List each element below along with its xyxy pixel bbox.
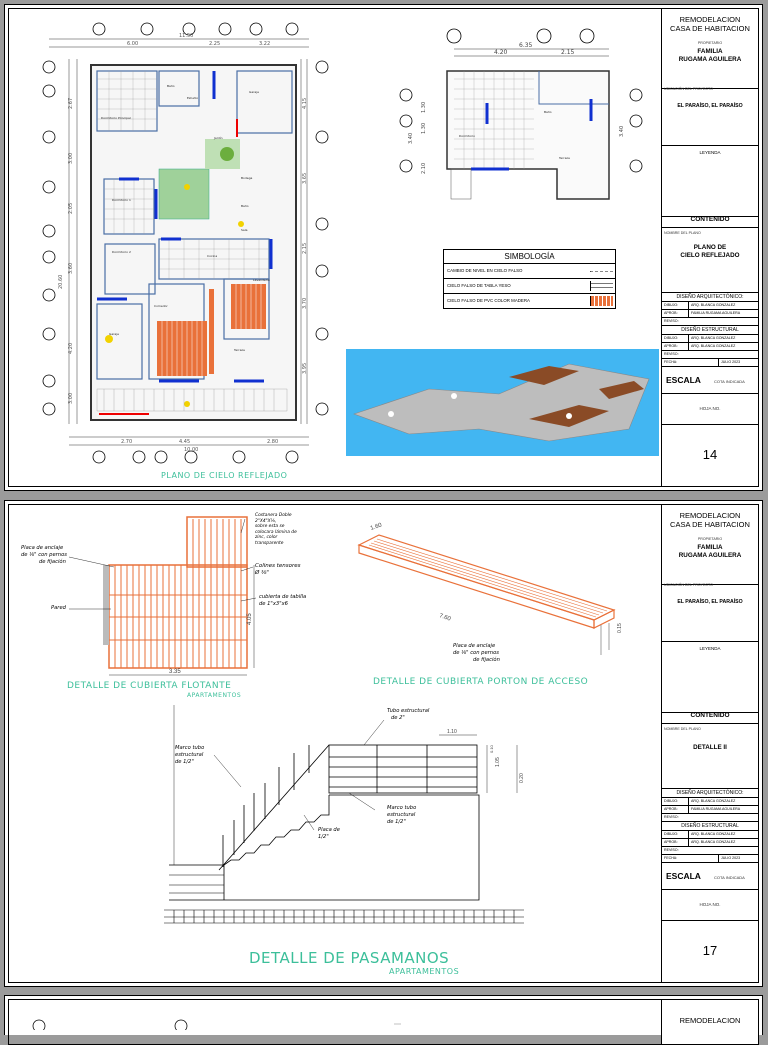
svg-text:2.80: 2.80 (267, 439, 279, 445)
svg-text:1.30: 1.30 (421, 122, 427, 134)
project-location: UBICACIÓN DEL PROYECTO EL PARAÍSO, EL PARAÍSO (662, 579, 758, 642)
svg-text:2.67: 2.67 (68, 97, 74, 109)
partial-drawing (9, 1000, 659, 1030)
svg-text:4.20: 4.20 (494, 49, 508, 56)
svg-text:4.15: 4.15 (302, 97, 308, 109)
row-reviso-2: REVISO: (662, 847, 758, 855)
content-header: CONTENIDO (662, 709, 758, 724)
svg-text:3.00: 3.00 (68, 152, 74, 164)
project-title: REMODELACION CASA DE HABITACION PROPIETARIO FAMILIA RUGAMA AGUILERA (662, 9, 758, 89)
svg-text:Dormitorio 2: Dormitorio 2 (112, 250, 131, 254)
svg-text:Dormitorio: Dormitorio (459, 134, 475, 138)
svg-text:Terraza: Terraza (559, 156, 570, 160)
row-dibujo: DIBUJO: ARQ. BLANCA GONZALEZ (662, 798, 758, 806)
svg-text:Comedor: Comedor (154, 304, 168, 308)
svg-text:3.00: 3.00 (68, 392, 74, 404)
sheet-number: 17 (702, 943, 718, 958)
svg-text:Jardín: Jardín (214, 136, 223, 140)
svg-text:1.60: 1.60 (369, 522, 383, 532)
note-plate: Placa de 1/2" (318, 827, 340, 840)
swatch-dashed (590, 271, 613, 272)
sheet-frame (8, 8, 759, 487)
legend-box: LEYENDA (662, 146, 758, 217)
svg-text:Terraza: Terraza (234, 348, 245, 352)
construction-details (9, 505, 659, 985)
content-header: CONTENIDO (662, 213, 758, 228)
note-structural-tube: Tubo estructural de 2" (387, 708, 430, 721)
svg-text:6.35: 6.35 (519, 42, 533, 49)
drawing-sheet-17 (4, 500, 763, 987)
sheet-number-label: HOJA NO. (662, 394, 758, 425)
svg-text:11.50: 11.50 (179, 33, 194, 39)
svg-text:Baño: Baño (167, 84, 175, 88)
svg-text:2.10: 2.10 (421, 162, 427, 174)
swatch-wood (590, 296, 613, 306)
arch-design-header: DISEÑO ARQUITECTÓNICO: (662, 293, 758, 302)
svg-text:1.30: 1.30 (421, 101, 427, 113)
svg-text:0.10: 0.10 (489, 745, 494, 753)
svg-text:Garaje: Garaje (249, 90, 259, 94)
struct-design-header: DISEÑO ESTRUCTURAL (662, 326, 758, 335)
svg-text:3.60: 3.60 (68, 262, 74, 274)
svg-text:2.70: 2.70 (121, 439, 133, 445)
note-tension-rods: Colines tensores Ø ⅜" (255, 563, 301, 576)
note-board-cover: cubierta de tabilla de 1"x3"x6 (259, 594, 307, 607)
note-anchor-plate-2: Placa de anclaje de ⅛" con pernos de fijación (453, 643, 500, 663)
svg-text:4.45: 4.45 (179, 439, 191, 445)
svg-text:6.00: 6.00 (127, 41, 139, 47)
sheet-number-label: HOJA NO. (662, 890, 758, 921)
svg-text:4.05: 4.05 (247, 613, 253, 625)
svg-text:2.05: 2.05 (68, 202, 74, 214)
svg-text:Bodega: Bodega (241, 176, 253, 180)
svg-text:10.00: 10.00 (184, 447, 199, 453)
note-wall: Pared (51, 605, 66, 611)
caption-handrail-sub: APARTAMENTOS (389, 967, 460, 976)
svg-text:3.40: 3.40 (619, 125, 625, 137)
sheet-frame (8, 999, 759, 1045)
row-fecha: FECHA: JULIO 2023 (662, 855, 758, 863)
svg-text:7.60: 7.60 (438, 613, 452, 623)
scale-box: ESCALA COTA INDICADA (662, 367, 758, 394)
project-title: REMODELACION CASA DE HABITACION PROPIETARIO FAMILIA RUGAMA AGUILERA (662, 505, 758, 585)
svg-text:1.05: 1.05 (495, 757, 501, 767)
row-dibujo-2: DIBUJO: ARQ. BLANCA GONZALEZ (662, 335, 758, 343)
svg-text:3.95: 3.95 (302, 362, 308, 374)
drawing-sheet-14 (4, 4, 763, 491)
note-tube-frame-1: Marco tubo estructural de 1/2" (175, 745, 205, 765)
sheet-number: 14 (702, 447, 718, 462)
row-reviso: REVISO: (662, 814, 758, 822)
svg-text:Baño: Baño (544, 110, 552, 114)
svg-text:2.15: 2.15 (302, 242, 308, 254)
svg-text:Baño: Baño (241, 204, 249, 208)
svg-text:3.40: 3.40 (408, 132, 414, 144)
svg-text:0.20: 0.20 (519, 773, 525, 783)
plan-name: NOMBRE DEL PLANO PLANO DE CIELO REFLEJADO (662, 228, 758, 293)
caption-floating-roof: DETALLE DE CUBIERTA FLOTANTE (67, 681, 232, 691)
project-title: REMODELACION (679, 1016, 741, 1025)
symbology-row-pvc: CIELO FALSO DE PVC COLOR MADERA (444, 294, 615, 308)
legend-box: LEYENDA (662, 642, 758, 713)
caption-handrail: DETALLE DE PASAMANOS (249, 949, 450, 967)
caption-gate-roof: DETALLE DE CUBIERTA PORTON DE ACCESO (373, 677, 589, 687)
svg-text:3.22: 3.22 (259, 41, 271, 47)
row-aprob-2: APROB: ARQ. BLANCA GONZALEZ (662, 343, 758, 351)
svg-text:4.20: 4.20 (68, 342, 74, 354)
sheet1-caption: PLANO DE CIELO REFLEJADO (161, 471, 288, 480)
note-tube-frame-2: Marco tubo estructural de 1/2" (387, 805, 417, 825)
svg-text:20.60: 20.60 (58, 274, 64, 289)
svg-text:Sala: Sala (241, 228, 248, 232)
row-reviso-2: REVISO: (662, 351, 758, 359)
row-fecha: FECHA: JULIO 2023 (662, 359, 758, 367)
svg-text:Cocina: Cocina (207, 254, 218, 258)
row-dibujo-2: DIBUJO: ARQ. BLANCA GONZALEZ (662, 831, 758, 839)
svg-text:3.65: 3.65 (302, 172, 308, 184)
row-aprob-2: APROB: ARQ. BLANCA GONZALEZ (662, 839, 758, 847)
svg-text:Estudio: Estudio (187, 96, 199, 100)
arch-design-header: DISEÑO ARQUITECTÓNICO: (662, 789, 758, 798)
symbology-row-gypsum: CIELO FALSO DE TABLA YESO (444, 279, 615, 294)
caption-floating-roof-sub: APARTAMENTOS (187, 692, 242, 699)
title-block-17 (661, 505, 758, 982)
symbology-legend (443, 249, 616, 309)
svg-text:3.70: 3.70 (302, 297, 308, 309)
row-dibujo: DIBUJO: ARQ. BLANCA GONZALEZ (662, 302, 758, 310)
project-location: UBICACIÓN DEL PROYECTO EL PARAÍSO, EL PARAÍSO (662, 83, 758, 146)
note-double-purlin: Costanera Doble 2"X4"X⅛, sobre esta se colocara lámina de zinc, color transparente (255, 513, 297, 546)
swatch-grid (590, 281, 613, 291)
svg-text:2.15: 2.15 (561, 49, 575, 56)
svg-text:Garaje: Garaje (109, 332, 119, 336)
scale-box: ESCALA COTA INDICADA (662, 863, 758, 890)
dim-335: 3.35 (169, 669, 181, 675)
struct-design-header: DISEÑO ESTRUCTURAL (662, 822, 758, 831)
row-aprob: APROB: FAMILIA RUGAMA AGUILERA (662, 310, 758, 318)
plan-name: NOMBRE DEL PLANO DETALLE II (662, 724, 758, 789)
svg-text:Lavandería: Lavandería (253, 278, 270, 282)
symbology-title: SIMBOLOGÍA (444, 250, 615, 264)
drawing-sheet-partial (4, 995, 763, 1035)
row-aprob: APROB: FAMILIA RUGAMA AGUILERA (662, 806, 758, 814)
title-block-14 (661, 9, 758, 486)
svg-text:Dormitorio 1: Dormitorio 1 (112, 198, 131, 202)
svg-text:0.15: 0.15 (617, 623, 623, 633)
symbology-row-level-change: CAMBIO DE NIVEL EN CIELO FALSO (444, 264, 615, 279)
svg-text:2.25: 2.25 (209, 41, 221, 47)
row-reviso: REVISO: (662, 318, 758, 326)
sheet-frame (8, 504, 759, 983)
svg-text:Dormitorio Principal: Dormitorio Principal (101, 116, 131, 120)
title-block-partial (661, 1000, 758, 1044)
svg-text:1.10: 1.10 (447, 729, 457, 735)
note-anchor-plate-1: Placa de anclaje de ⅛" con pernos de fijación (21, 545, 67, 565)
